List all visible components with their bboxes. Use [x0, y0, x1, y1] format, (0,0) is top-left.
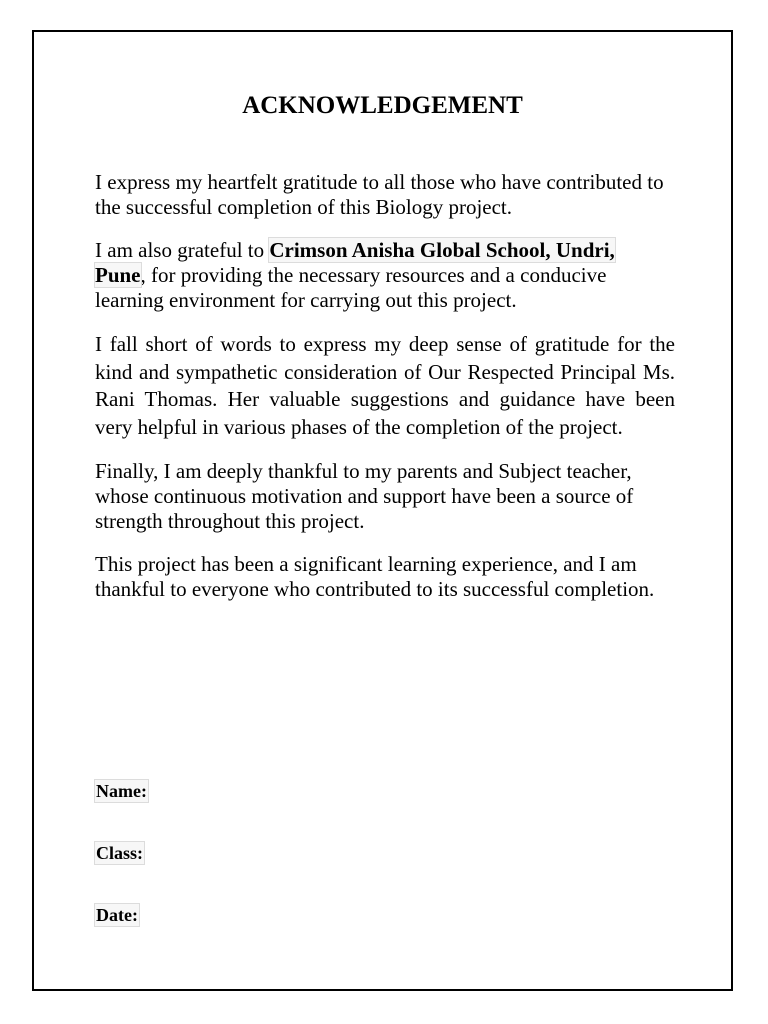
paragraph-school-rest: , for providing the necessary resources and a conducive learning environment for carrying out this project. [95, 263, 607, 312]
paragraph-school-intro: I am also grateful to [95, 238, 270, 262]
class-label: Class: [96, 843, 144, 863]
paragraph-parents: Finally, I am deeply thankful to my parents and Subject teacher, whose continuous motivation and support have been a source of strength throughout this project. [95, 459, 634, 533]
document-body [95, 170, 675, 620]
paragraph-gratitude: I express my heartfelt gratitude to all those who have contributed to the successful completion of this Biology project. [95, 170, 664, 219]
paragraph-principal: I fall short of words to express my deep sense of gratitude for the kind and sympathetic consideration of Our Respected Principal Ms. Rani Thomas. Her valuable suggestions and guidance have been very helpful in various phases of the completion of the project. [95, 332, 675, 439]
document-page [32, 30, 733, 991]
paragraph-closing: This project has been a significant learning experience, and I am thankful to everyone who contributed to its successful completion. [95, 552, 655, 601]
page-title: ACKNOWLEDGEMENT [242, 92, 523, 119]
name-field-row [95, 780, 148, 842]
school-name-highlight: Crimson Anisha Global School, Undri, [269, 238, 615, 262]
signature-fields [95, 780, 148, 966]
name-label: Name: [96, 781, 147, 801]
school-city-highlight: Pune [95, 263, 141, 287]
paragraph-school [95, 238, 675, 313]
date-field-row [95, 904, 148, 966]
date-label: Date: [96, 905, 138, 925]
class-field-row [95, 842, 148, 904]
